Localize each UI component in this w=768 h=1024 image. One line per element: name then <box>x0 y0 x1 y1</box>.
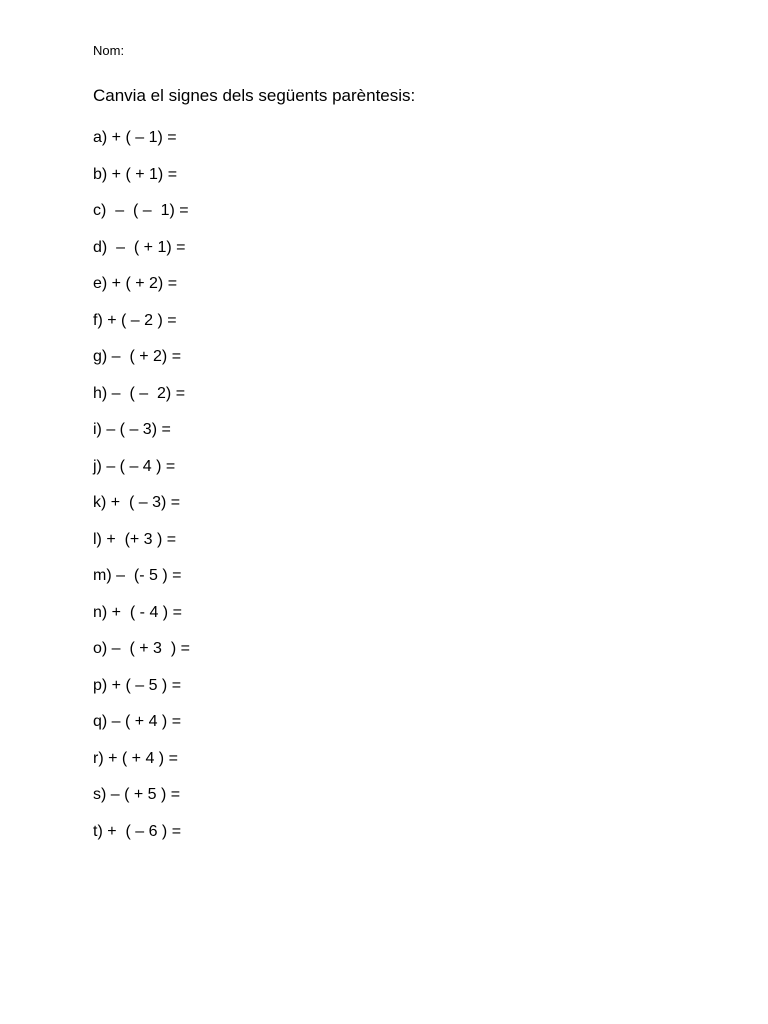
exercise-item: a) + ( – 1) = <box>93 129 177 146</box>
exercise-item: j) – ( – 4 ) = <box>93 457 176 475</box>
exercise-item: k) + ( – 3) = <box>93 494 181 511</box>
exercise-item: g) – ( + 2) = <box>93 348 182 365</box>
name-label: Nom: <box>93 43 125 58</box>
exercise-item: d) – ( + 1) = <box>93 238 186 256</box>
exercise-item: t) + ( – 6 ) = <box>93 822 182 840</box>
exercise-item: q) – ( + 4 ) = <box>93 713 182 730</box>
exercise-item: m) – (- 5 ) = <box>93 567 182 584</box>
exercise-item: b) + ( + 1) = <box>93 165 178 183</box>
exercise-item: p) + ( – 5 ) = <box>93 676 182 694</box>
exercise-item: l) + (+ 3 ) = <box>93 530 177 548</box>
exercise-list <box>93 128 190 858</box>
instruction-text: Canvia el signes dels següents parèntesis: <box>93 86 416 105</box>
exercise-item: f) + ( – 2 ) = <box>93 311 177 329</box>
exercise-item: s) – ( + 5 ) = <box>93 786 181 803</box>
exercise-item: h) – ( – 2) = <box>93 384 186 402</box>
exercise-item: o) – ( + 3 ) = <box>93 640 190 657</box>
exercise-item: n) + ( - 4 ) = <box>93 603 182 621</box>
exercise-item: e) + ( + 2) = <box>93 275 178 292</box>
exercise-item: i) – ( – 3) = <box>93 421 171 438</box>
exercise-item: c) – ( – 1) = <box>93 202 189 219</box>
exercise-item: r) + ( + 4 ) = <box>93 749 178 767</box>
